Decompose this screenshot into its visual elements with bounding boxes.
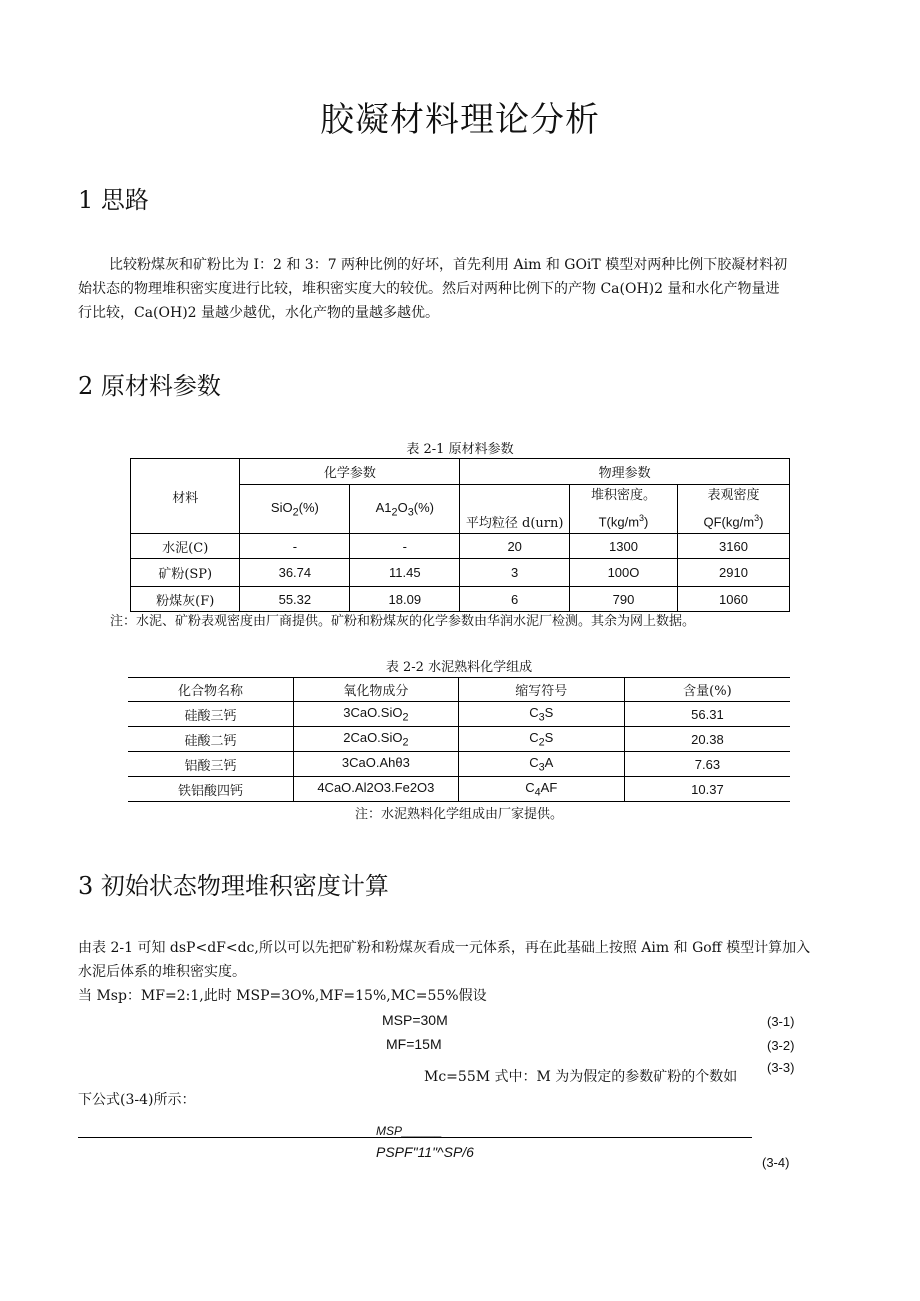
table-1-note: 注：水泥、矿粉表观密度由厂商提供。矿粉和粉煤灰的化学参数由华润水泥厂检测。其余为网上数据。 (110, 614, 696, 629)
cell-al2o3: - (350, 534, 460, 559)
cell-size: 3 (460, 559, 570, 587)
cell-abbr: $C_2S$ (458, 727, 624, 752)
paragraph-line: 比较粉煤灰和矿粉比为 I：2 和 3：7 两种比例的好坏，首先利用 Aim 和 GOiT 模型对两种比例下胶凝材料初 (109, 257, 788, 273)
cell-sio2: - (240, 534, 350, 559)
header-bulk-density: 堆积密度。 $T(kg/m^3)$ (570, 485, 678, 534)
header-sio2: SiO$_2$(%) (240, 485, 350, 534)
cell-name: 硅酸三钙 (128, 702, 294, 727)
cell-name: 硅酸二钙 (128, 727, 294, 752)
equation-number: (3-4) (762, 1155, 790, 1170)
paragraph-line: 由表 2-1 可知 dsP<dF<dc,所以可以先把矿粉和粉煤灰看成一元体系，再在此基础上按照 Aim 和 Goff 模型计算加入 (78, 940, 811, 956)
paragraph-line: 水泥后体系的堆积密实度。 (78, 964, 246, 980)
cell-oxide: 3CaO.Ahθ3 (294, 752, 459, 777)
clinker-composition-table (128, 677, 790, 802)
fraction-bar (78, 1137, 752, 1138)
equation-3-3: Mc=55M 式中：M 为为假定的参数矿粉的个数如 (424, 1069, 738, 1085)
equation-3-1: MSP=30M (382, 1012, 448, 1028)
table-row (128, 752, 790, 777)
equation-number: (3-2) (767, 1038, 795, 1053)
cell-sio2: 36.74 (240, 559, 350, 587)
section-1-paragraph (78, 253, 848, 325)
paragraph-line: 当 Msp：MF=2:1,此时 MSP=3O%,MF=15%,MC=55%假设 (78, 988, 487, 1004)
cell-abbr: $C_3S$ (458, 702, 624, 727)
header-physical-params: 物理参数 (460, 459, 790, 485)
cell-al2o3: 11.45 (350, 559, 460, 587)
section-2-heading: 2 原材料参数 (78, 372, 221, 400)
table-1-caption: 表 2-1 原材料参数 (406, 442, 514, 457)
equation-number: (3-3) (767, 1060, 795, 1075)
section-3-paragraph (78, 936, 858, 1008)
cell-oxide: 4CaO.Al2O3.Fe2O3 (294, 777, 459, 802)
cell-apparent: 2910 (677, 559, 789, 587)
cell-bulk: 1300 (570, 534, 678, 559)
table-2-note: 注：水泥熟料化学组成由厂家提供。 (354, 807, 563, 822)
header-content: 含量(%) (624, 678, 790, 702)
cell-oxide: 2CaO.SiO$_2$ (294, 727, 459, 752)
table-row (131, 534, 790, 559)
raw-material-table (130, 458, 790, 612)
cell-name: 矿粉(SP) (131, 559, 240, 587)
cell-pct: 56.31 (624, 702, 790, 727)
header-compound: 化合物名称 (128, 678, 294, 702)
cell-sio2: 55.32 (240, 587, 350, 612)
header-abbr: 缩写符号 (458, 678, 624, 702)
paragraph-line: 始状态的物理堆积密实度进行比较，堆积密实度大的较优。然后对两种比例下的产物 Ca(OH)2 量和水化产物量进 (78, 281, 780, 297)
header-material: 材料 (131, 459, 240, 534)
header-oxide: 氧化物成分 (294, 678, 459, 702)
table-row (128, 727, 790, 752)
table-row (128, 702, 790, 727)
equation-3-2: MF=15M (386, 1036, 442, 1052)
header-al2o3: $A1_2O_3(\%)$ (350, 485, 460, 534)
header-chemical-params: 化学参数 (240, 459, 460, 485)
table-row (131, 587, 790, 612)
cell-size: 20 (460, 534, 570, 559)
cell-al2o3: 18.09 (350, 587, 460, 612)
cell-oxide: 3CaO.SiO$_2$ (294, 702, 459, 727)
cell-abbr: $C_4AF$ (458, 777, 624, 802)
header-particle-size: 平均粒径 d(urn) (460, 485, 570, 534)
section-3-heading: 3 初始状态物理堆积密度计算 (78, 872, 389, 900)
formula-intro: 下公式(3-4)所示： (78, 1092, 196, 1108)
cell-abbr: $C_3A$ (458, 752, 624, 777)
cell-bulk: 790 (570, 587, 678, 612)
cell-name: 粉煤灰(F) (131, 587, 240, 612)
cell-pct: 20.38 (624, 727, 790, 752)
paragraph-line: 行比较，Ca(OH)2 量越少越优，水化产物的量越多越优。 (78, 305, 440, 321)
cell-bulk: 100O (570, 559, 678, 587)
cell-pct: 10.37 (624, 777, 790, 802)
table-2-caption: 表 2-2 水泥熟料化学组成 (385, 660, 533, 675)
fraction-numerator: MSP______ (376, 1124, 443, 1138)
cell-name: 铁铝酸四钙 (128, 777, 294, 802)
cell-name: 水泥(C) (131, 534, 240, 559)
cell-size: 6 (460, 587, 570, 612)
header-apparent-density: 表观密度 $QF(kg/m^3)$ (677, 485, 789, 534)
cell-apparent: 1060 (677, 587, 789, 612)
cell-name: 铝酸三钙 (128, 752, 294, 777)
page-title: 胶凝材料理论分析 (320, 100, 600, 140)
section-1-heading: 1 思路 (78, 186, 149, 214)
cell-pct: 7.63 (624, 752, 790, 777)
table-row (131, 559, 790, 587)
fraction-denominator: PSPF"11"^SP/6 (376, 1144, 474, 1160)
equation-number: (3-1) (767, 1014, 795, 1029)
table-row (128, 777, 790, 802)
cell-apparent: 3160 (677, 534, 789, 559)
